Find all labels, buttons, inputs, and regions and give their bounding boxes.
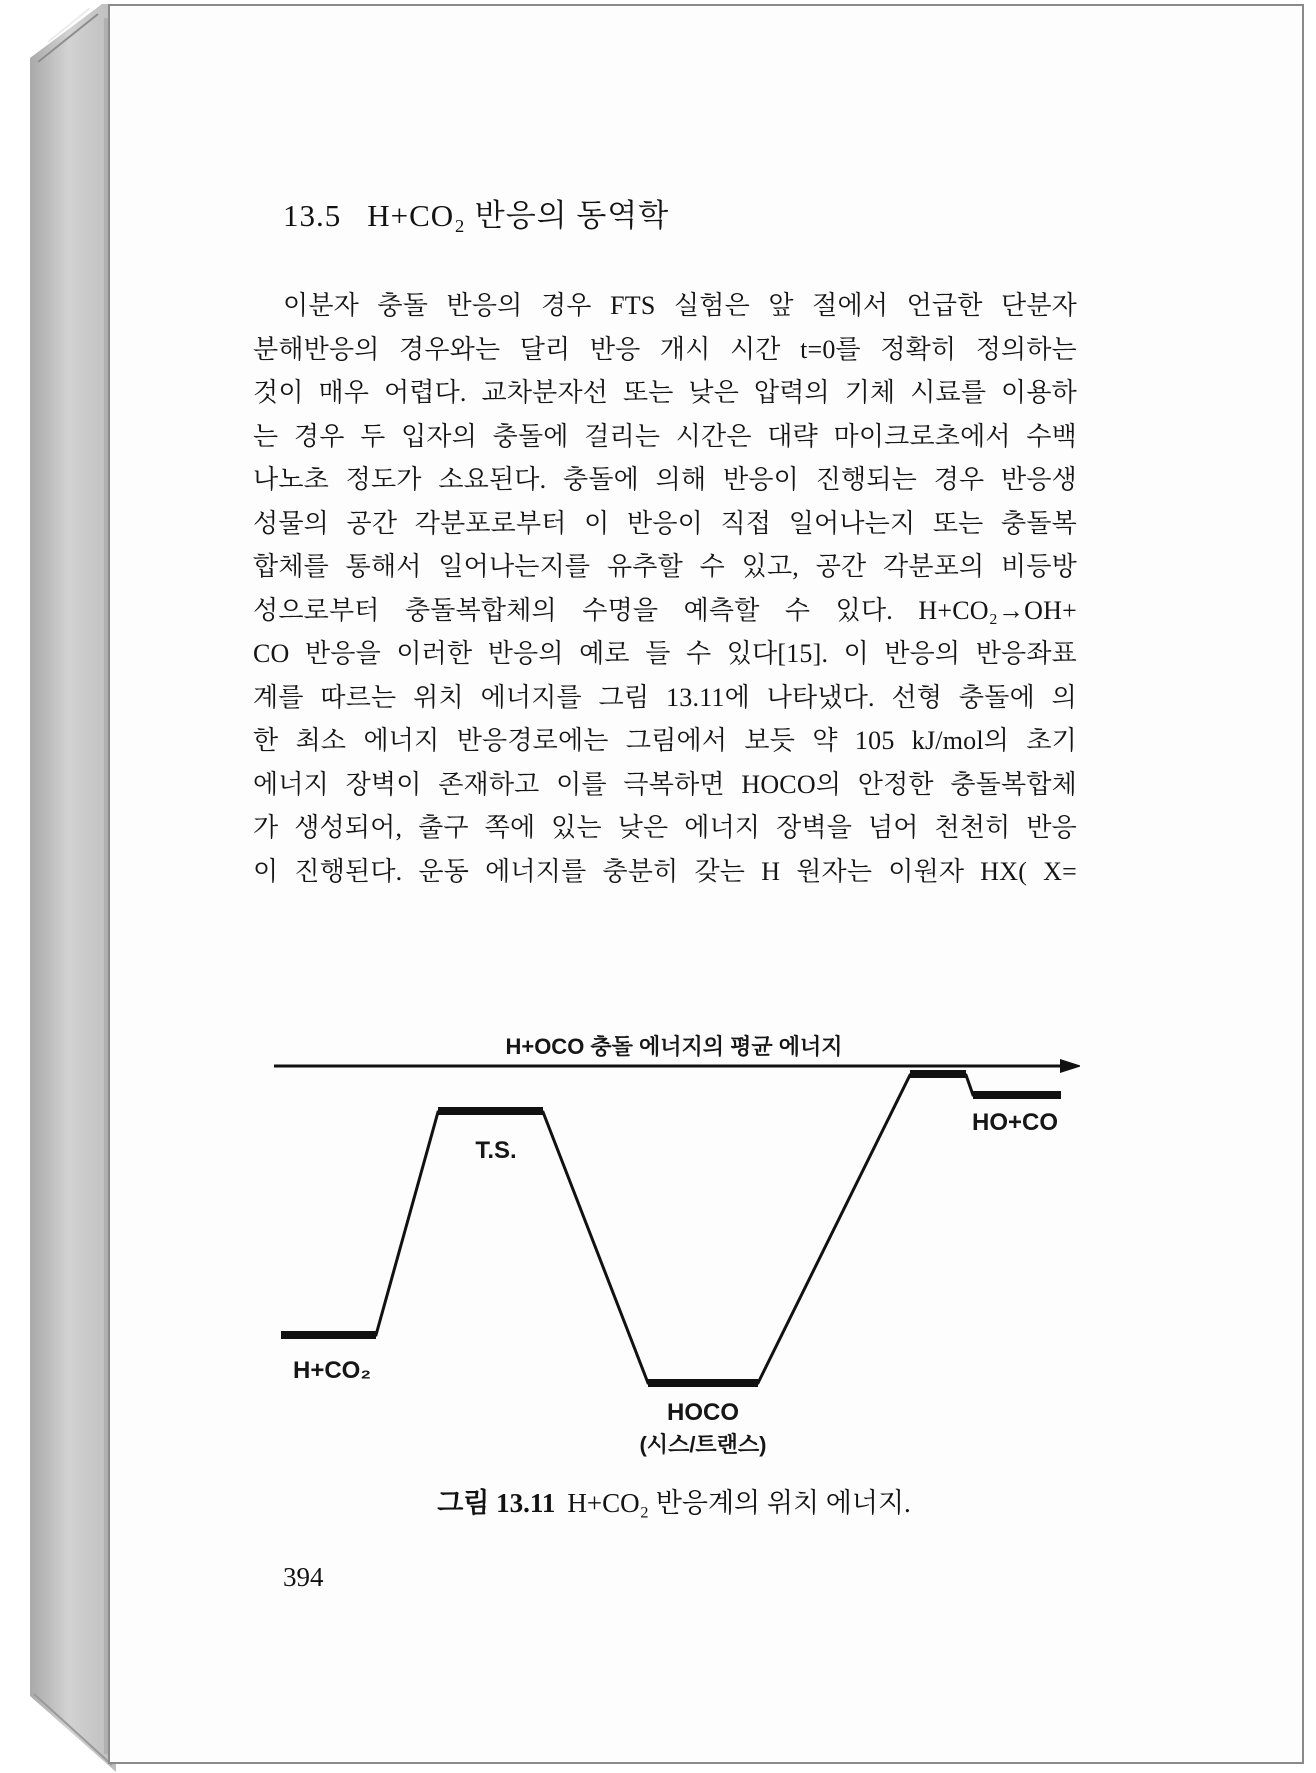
paragraph-line: 성으로부터 충돌복합체의 수명을 예측할 수 있다. H+CO₂→OH+ [253, 595, 1077, 625]
paragraph-line: 것이 매우 어렵다. 교차분자선 또는 낮은 압력의 기체 시료를 이용하 [253, 378, 1077, 407]
caption-prefix: 그림 13.11 [437, 1488, 556, 1518]
mean-energy-arrowhead-icon [1060, 1059, 1080, 1073]
section-heading [283, 190, 669, 235]
page-number: 394 [283, 1562, 324, 1592]
body-paragraph [253, 284, 1077, 893]
paragraph-line: CO 반응을 이러한 반응의 예로 들 수 있다[15]. 이 반응의 반응좌표 [253, 639, 1077, 668]
well-sublabel: (시스/트랜스) [639, 1432, 767, 1457]
page-stack-shape [30, 4, 116, 1772]
paragraph-line: 에너지 장벽이 존재하고 이를 극복하면 HOCO의 안정한 충돌복합체 [253, 769, 1077, 799]
paragraph-line: 나노초 정도가 소요된다. 충돌에 의해 반응이 진행되는 경우 반응생 [253, 465, 1077, 494]
paragraph-line: 가 생성되어, 출구 쪽에 있는 낮은 에너지 장벽을 넘어 천천히 반응 [253, 813, 1077, 842]
caption-body: H+CO₂ 반응계의 위치 에너지. [567, 1488, 911, 1518]
section-number: 13.5 [283, 198, 342, 233]
paragraph-line: 성물의 공간 각분포로부터 이 반응이 직접 일어나는지 또는 충돌복 [253, 508, 1077, 538]
paragraph-line: 계를 따르는 위치 에너지를 그림 13.11에 나타냈다. 선형 충돌에 의 [253, 682, 1077, 712]
book-page [108, 4, 1304, 1764]
arrow-label: H+OCO 충돌 에너지의 평균 에너지 [505, 1034, 843, 1059]
section-title: H+CO₂ 반응의 동역학 [367, 198, 670, 233]
paragraph-line: 이분자 충돌 반응의 경우 FTS 실험은 앞 절에서 언급한 단분자 [283, 291, 1077, 320]
paragraph-line: 한 최소 에너지 반응경로에는 그림에서 보듯 약 105 kJ/mol의 초기 [253, 726, 1077, 755]
ts-label: T.S. [475, 1137, 517, 1164]
well-label: HOCO [667, 1399, 739, 1426]
paragraph-line: 는 경우 두 입자의 충돌에 걸리는 시간은 대략 마이크로초에서 수백 [253, 421, 1077, 451]
figure-energy-diagram [268, 1018, 1080, 1478]
paragraph-line: 이 진행된다. 운동 에너지를 충분히 갖는 H 원자는 이원자 HX( X= [253, 856, 1077, 886]
product-label: HO+CO [971, 1109, 1059, 1136]
reactant-label: H+CO₂ [292, 1357, 372, 1384]
paragraph-line: 합체를 통해서 일어나는지를 유추할 수 있고, 공간 각분포의 비등방 [253, 552, 1077, 581]
energy-diagram-svg [268, 1018, 1080, 1478]
energy-profile-line [281, 1075, 1061, 1383]
paragraph-line: 분해반응의 경우와는 달리 반응 개시 시간 t=0를 정확히 정의하는 [253, 334, 1077, 364]
figure-caption [268, 1481, 1080, 1520]
